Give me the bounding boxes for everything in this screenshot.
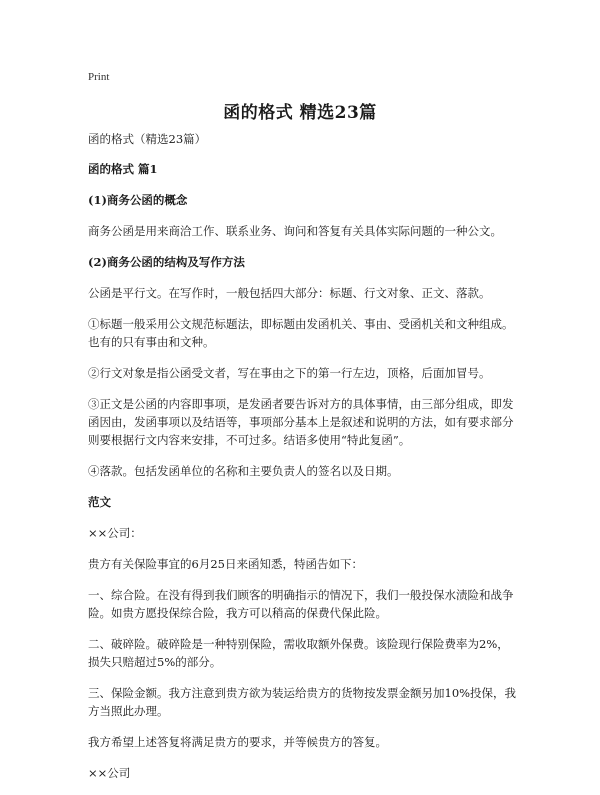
paragraph: 公函是平行文。在写作时，一般包括四大部分：标题、行文对象、正文、落款。 <box>88 286 491 300</box>
subheading-concept: (1)商务公函的概念 <box>88 193 188 207</box>
paragraph: ②行文对象是指公函受文者，写在事由之下的第一行左边，顶格，后面加冒号。 <box>88 366 491 380</box>
document-body <box>88 130 520 795</box>
sample-heading: 范文 <box>88 495 111 509</box>
sample-paragraph: 贵方有关保险事宜的6月25日来函知悉，特函告如下： <box>88 557 363 571</box>
paragraph: ④落款。包括发函单位的名称和主要负责人的签名以及日期。 <box>88 464 399 478</box>
paragraph: 商务公函是用来商洽工作、联系业务、询问和答复有关具体实际问题的一种公文。 <box>88 224 502 238</box>
page-title: 函的格式 精选23篇 <box>223 103 377 123</box>
sample-salutation: ××公司： <box>88 526 142 540</box>
subheading-structure: (2)商务公函的结构及写作方法 <box>88 255 245 269</box>
sample-signature: ××公司 <box>88 766 131 780</box>
paragraph: ③正文是公函的内容即事项，是发函者要告诉对方的具体事情，由三部分组成，即发函因由，发函事项以及结语等，事项部分基本上是叙述和说明的方法，如有要求部分则要根据行文内容来安排，不可过多。结语多使用“特此复函”。 <box>88 397 514 447</box>
section-heading: 函的格式 篇1 <box>88 162 158 176</box>
sample-paragraph: 我方希望上述答复将满足贵方的要求，并等候贵方的答复。 <box>88 735 387 749</box>
sample-paragraph: 二、破碎险。破碎险是一种特别保险，需收取额外保费。该险现行保险费率为2%，损失只赔超过5%的部分。 <box>88 637 509 669</box>
sample-paragraph: 三、保险金额。我方注意到贵方欲为装运给贵方的货物按发票金额另加10%投保，我方当照此办理。 <box>88 686 517 718</box>
paragraph: ①标题一般采用公文规范标题法，即标题由发函机关、事由、受函机关和文种组成。也有的只有事由和文种。 <box>88 317 514 349</box>
document-subtitle: 函的格式（精选23篇） <box>88 132 207 146</box>
sample-paragraph: 一、综合险。在没有得到我们顾客的明确指示的情况下，我们一般投保水渍险和战争险。如贵方愿投保综合险，我方可以稍高的保费代保此险。 <box>88 588 514 620</box>
print-link[interactable]: Print <box>88 71 110 83</box>
